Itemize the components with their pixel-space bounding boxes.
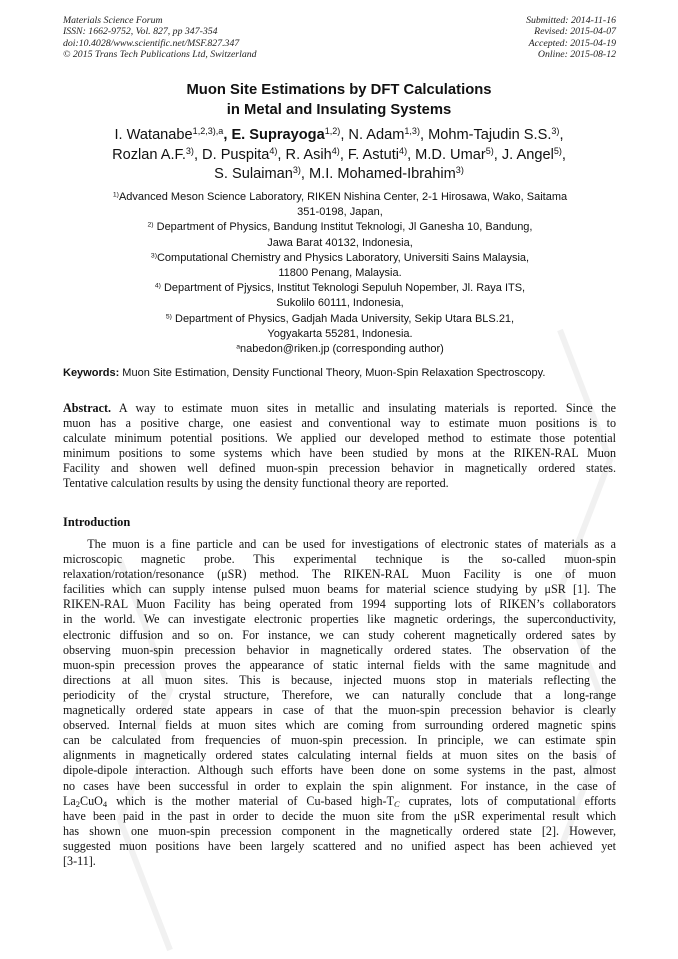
intro-line: facilities which can supply intense pulsed muon beams for material science studying by μSR [1]. The	[63, 582, 616, 597]
affiliation-1	[60, 190, 620, 205]
author-sup: 3)	[551, 126, 560, 137]
online-date: Online: 2015-08-12	[537, 49, 616, 61]
abstract-line	[63, 401, 616, 416]
author-name: Rozlan A.F.	[112, 146, 186, 163]
author-sup: 3)	[455, 165, 464, 176]
author-sup: 1,2)	[324, 126, 341, 137]
affiliation-text: Department of Physics, Bandung Institut Teknologi, Jl Ganesha 10, Bandung,	[153, 221, 533, 234]
affiliation-sup: 2)	[147, 221, 154, 229]
keywords	[63, 366, 623, 380]
affiliation-text: Computational Chemistry and Physics Laboratory, Universiti Sains Malaysia,	[156, 251, 530, 264]
author-name: ,	[561, 146, 566, 163]
affiliation-4	[60, 281, 620, 296]
abstract-line: muon has a positive charge, one easiest and conventional way to estimate muon positions is to	[63, 416, 616, 431]
abstract-text: A way to estimate muon sites in metallic and insulating materials is reported. Since the	[111, 401, 616, 415]
intro-line: electronic diffusion and so on. For instance, we can study coherent magnetically ordered sates by	[63, 627, 616, 642]
affiliation-sup: 4)	[154, 282, 161, 290]
author-name: , M.I. Mohamed-Ibrahim	[300, 166, 456, 182]
abstract-line: minimum positions to some systems which have been studied by mons at the RIKEN-RAL Muon	[63, 446, 616, 461]
accepted-date: Accepted: 2015-04-19	[528, 37, 616, 49]
author-line-1	[20, 126, 658, 146]
author-name: ,	[559, 127, 564, 143]
intro-line: in the world. We can investigate electronic properties like magnetic orderings, the superconductivity,	[63, 612, 616, 627]
intro-line: periodicity of the crystal structure, Therefore, we can naturally conclude that a long-range	[63, 687, 616, 702]
author-name: , N. Adam	[340, 127, 405, 143]
intro-line: can be calculated from frequencies of muon-spin precession. In principle, we can estimate spin	[63, 733, 616, 748]
intro-line: no cases have been successful in order to explain the spin alignment. For instance, in the case of	[63, 778, 616, 793]
author-name: , D. Puspita	[193, 146, 270, 163]
intro-line: suggested muon positions have been largely scattered and no unified aspect has been achieved yet	[63, 838, 616, 853]
intro-text: which is the mother material of Cu-based high-T	[107, 793, 394, 808]
submission-dates	[526, 15, 616, 61]
corresponding-email[interactable]	[60, 342, 620, 357]
intro-line: [3-11].	[63, 853, 96, 868]
abstract-label: Abstract.	[63, 401, 112, 415]
author-sup: 1,3)	[404, 126, 420, 137]
author-sup: 3)	[292, 165, 301, 176]
author-name: , R. Asih	[277, 146, 332, 163]
email-link[interactable]: nabedon@riken.jp (corresponding author)	[240, 343, 444, 356]
formula-text: CuO	[80, 793, 103, 808]
email-sup: a	[236, 343, 240, 351]
intro-line: dipole-dipole interaction. Although such efforts have been done on some systems in the past, almost	[63, 763, 616, 778]
affiliation-2-cont: Jawa Barat 40132, Indonesia,	[267, 236, 413, 249]
author-sup: 5)	[553, 145, 562, 156]
affiliations	[60, 190, 620, 357]
author-name: , E. Suprayoga	[223, 127, 325, 143]
author-name: , J. Angel	[493, 146, 554, 163]
author-name: I. Watanabe	[114, 127, 193, 143]
introduction-body	[63, 537, 616, 869]
introduction-heading: Introduction	[63, 515, 131, 529]
intro-line: observed. Internal fields at muon sites which are coming from surrounding ordered magnetic spins	[63, 718, 616, 733]
author-line-3	[20, 165, 658, 185]
author-name: S. Sulaiman	[214, 166, 293, 182]
abstract-line: Tentative calculation results by using the density functional theory are reported.	[63, 476, 449, 491]
doi: doi:10.4028/www.scientific.net/MSF.827.347	[63, 37, 240, 49]
formula-text: La	[63, 793, 76, 808]
submitted-date: Submitted: 2014-11-16	[526, 15, 616, 26]
author-sup: 4)	[399, 145, 408, 156]
author-sup: 4)	[269, 145, 278, 156]
affiliation-5-cont: Yogyakarta 55281, Indonesia.	[267, 327, 413, 340]
formula-sub: 2	[75, 798, 80, 809]
intro-line: RIKEN-RAL Muon Facility has being operated from 1994 supporting lots of RIKEN’s collaborators	[63, 597, 616, 612]
affiliation-text: Department of Pjysics, Institut Teknologi Sepuluh Nopember, Jl. Raya ITS,	[160, 282, 526, 295]
title-line-1: Muon Site Estimations by DFT Calculations	[186, 82, 492, 98]
copyright: © 2015 Trans Tech Publications Ltd, Switzerland	[63, 49, 257, 61]
affiliation-sup: 3)	[150, 252, 157, 260]
author-name: , Mohm-Tajudin S.S.	[419, 127, 552, 143]
author-name: , F. Astuti	[339, 146, 400, 163]
author-sup: 5)	[485, 145, 494, 156]
affiliation-sup: 5)	[165, 312, 172, 320]
affiliation-text: Department of Physics, Gadjah Mada University, Sekip Utara BLS.21,	[171, 312, 515, 325]
intro-line: alignments in magnetically ordered states calculating internal fields at muon sites on the basis of	[63, 748, 616, 763]
intro-line: directions at all muon sites. This is because, injected muons stop in materials reflecting the	[63, 672, 616, 687]
affiliation-5	[60, 312, 620, 327]
author-list	[20, 126, 658, 185]
author-name: , M.D. Umar	[407, 146, 486, 163]
affiliation-text: Advanced Meson Science Laboratory, RIKEN Nishina Center, 2-1 Hirosawa, Wako, Saitama	[118, 191, 568, 203]
intro-line: has shown one muon-spin precession component in the magnetically ordered state [2]. However,	[63, 823, 616, 838]
intro-line: muon-spin precession proves the appearance of static internal fields with the same magnitude and	[63, 657, 616, 672]
tc-sub: C	[393, 798, 400, 809]
affiliation-1-cont: 351-0198, Japan,	[297, 206, 383, 219]
intro-line: The muon is a fine particle and can be used for investigations of electronic states of materials as a	[63, 537, 616, 551]
affiliation-2	[60, 220, 620, 235]
intro-line: observing muon-spin precession behavior in magnetically ordered states. The observation of the	[63, 642, 616, 657]
keywords-text: Muon Site Estimation, Density Functional Theory, Muon-Spin Relaxation Spectroscopy.	[119, 367, 546, 379]
paper-title	[0, 80, 678, 120]
intro-text: cuprates, lots of computational efforts	[399, 793, 616, 808]
intro-line: have been paid in the past in order to decide the muon site from the μSR experimental result which	[63, 808, 616, 823]
journal-name: Materials Science Forum	[63, 15, 163, 26]
issn: ISSN: 1662-9752, Vol. 827, pp 347-354	[63, 26, 218, 38]
journal-info	[63, 15, 257, 61]
title-line-2: in Metal and Insulating Systems	[226, 102, 452, 118]
author-sup: 1,2,3),a	[192, 126, 224, 137]
intro-line: relaxation/rotation/resonance (μSR) method. The RIKEN-RAL Muon Facility is one of muon	[63, 567, 616, 582]
keywords-label: Keywords:	[63, 367, 120, 379]
abstract-line: calculate minimum potential positions. We applied our developed method to estimate those potential	[63, 431, 616, 446]
affiliation-4-cont: Sukolilo 60111, Indonesia,	[276, 297, 404, 310]
abstract	[63, 401, 616, 492]
affiliation-3	[60, 251, 620, 266]
author-line-2	[20, 146, 658, 166]
formula-sub: 4	[102, 798, 108, 809]
author-sup: 3)	[185, 145, 194, 156]
affiliation-sup: 1)	[112, 191, 119, 199]
intro-line-formula	[63, 794, 616, 809]
author-sup: 4)	[331, 145, 340, 156]
intro-line: magnetically ordered state appears in case of that the muon-spin precession behavior is clearly	[63, 703, 616, 718]
affiliation-3-cont: 11800 Penang, Malaysia.	[278, 267, 402, 280]
revised-date: Revised: 2015-04-07	[534, 26, 616, 38]
intro-line: microscopic magnetic probe. This experimental technique is the so-called muon-spin	[63, 552, 616, 567]
abstract-line: Facility and showen well defined muon-spin precession behavior in magnetically ordered states.	[63, 461, 616, 476]
